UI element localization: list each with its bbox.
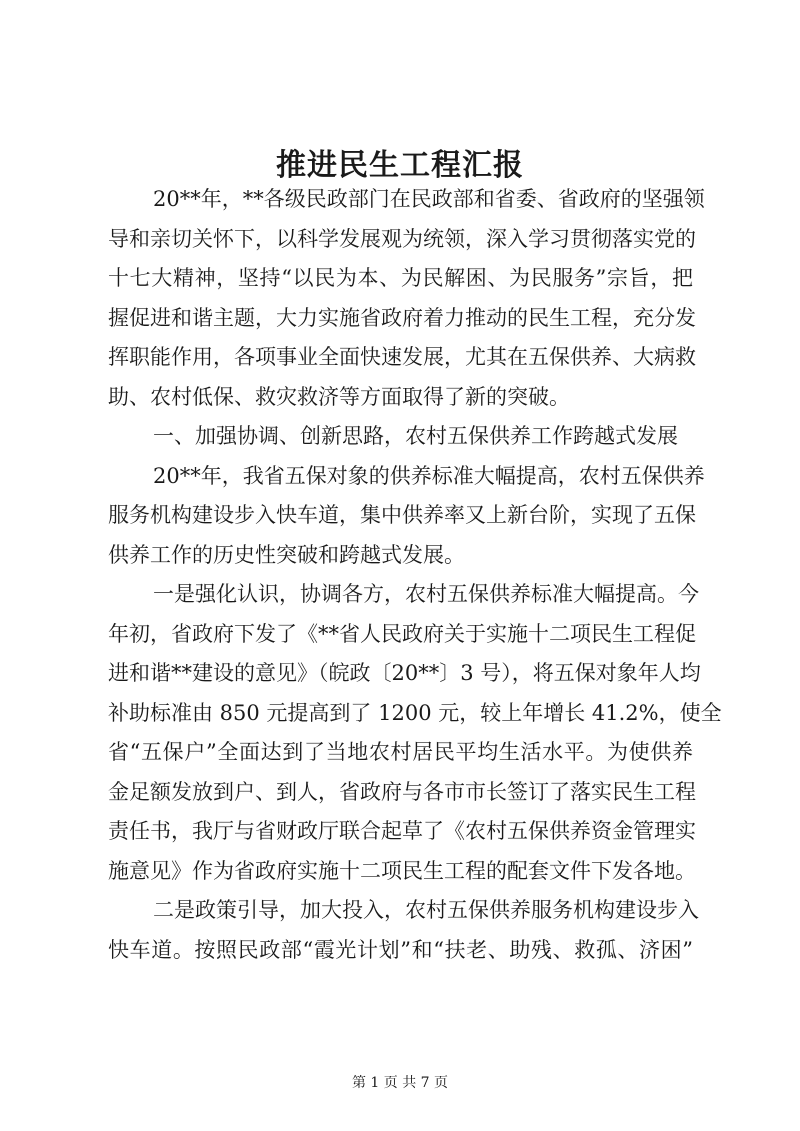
page-footer: 第 1 页 共 7 页 xyxy=(351,1075,449,1091)
paragraph xyxy=(108,180,705,417)
text-line: 握促进和谐主题，大力实施省政府着力推动的民生工程，充分发 xyxy=(108,305,696,330)
text-line: 进和谐**建设的意见》（皖政〔20**〕3 号），将五保对象年人均 xyxy=(108,661,701,685)
section-heading xyxy=(108,417,693,457)
text-line: 快车道。按照民政部“霞光计划”和“扶老、助残、救孤、济困” xyxy=(108,937,693,962)
text-line: 施意见》作为省政府实施十二项民生工程的配套文件下发各地。 xyxy=(108,858,696,883)
text-line: 挥职能作用，各项事业全面快速发展，尤其在五保供养、大病救 xyxy=(108,345,696,369)
text-line: 年初，省政府下发了《**省人民政府关于实施十二项民生工程促 xyxy=(108,621,696,646)
paragraph xyxy=(108,457,705,576)
text-line: 导和亲切关怀下，以科学发展观为统领，深入学习贯彻落实党的 xyxy=(108,226,696,251)
paragraph xyxy=(108,891,699,970)
text-line: 责任书，我厅与省财政厅联合起草了《农村五保供养资金管理实 xyxy=(108,819,696,843)
text-line: 补助标准由 850 元提高到了 1200 元，较上年增长 41.2%，使全 xyxy=(108,700,722,725)
text-line: 一是强化认识，协调各方，农村五保供养标准大幅提高。今 xyxy=(153,582,699,606)
text-line: 二是政策引导，加大投入，农村五保供养服务机构建设步入 xyxy=(153,898,699,922)
paragraph xyxy=(108,575,722,891)
text-line: 供养工作的历史性突破和跨越式发展。 xyxy=(108,542,465,567)
text-line: 助、农村低保、救灾救济等方面取得了新的突破。 xyxy=(108,384,570,409)
text-line: 服务机构建设步入快车道，集中供养率又上新台阶，实现了五保 xyxy=(108,503,696,527)
text-line: 省“五保户”全面达到了当地农村居民平均生活水平。为使供养 xyxy=(108,740,693,764)
text-line: 一、加强协调、创新思路，农村五保供养工作跨越式发展 xyxy=(153,424,678,448)
text-line: 20**年，我省五保对象的供养标准大幅提高，农村五保供养 xyxy=(153,463,705,488)
text-line: 十七大精神，坚持“以民为本、为民解困、为民服务”宗旨，把 xyxy=(108,266,693,290)
document-body xyxy=(108,180,722,970)
document-title: 推进民生工程汇报 xyxy=(276,148,524,183)
text-line: 金足额发放到户、到人，省政府与各市市长签订了落实民生工程 xyxy=(108,779,696,804)
text-line: 20**年，**各级民政部门在民政部和省委、省政府的坚强领 xyxy=(153,187,705,211)
